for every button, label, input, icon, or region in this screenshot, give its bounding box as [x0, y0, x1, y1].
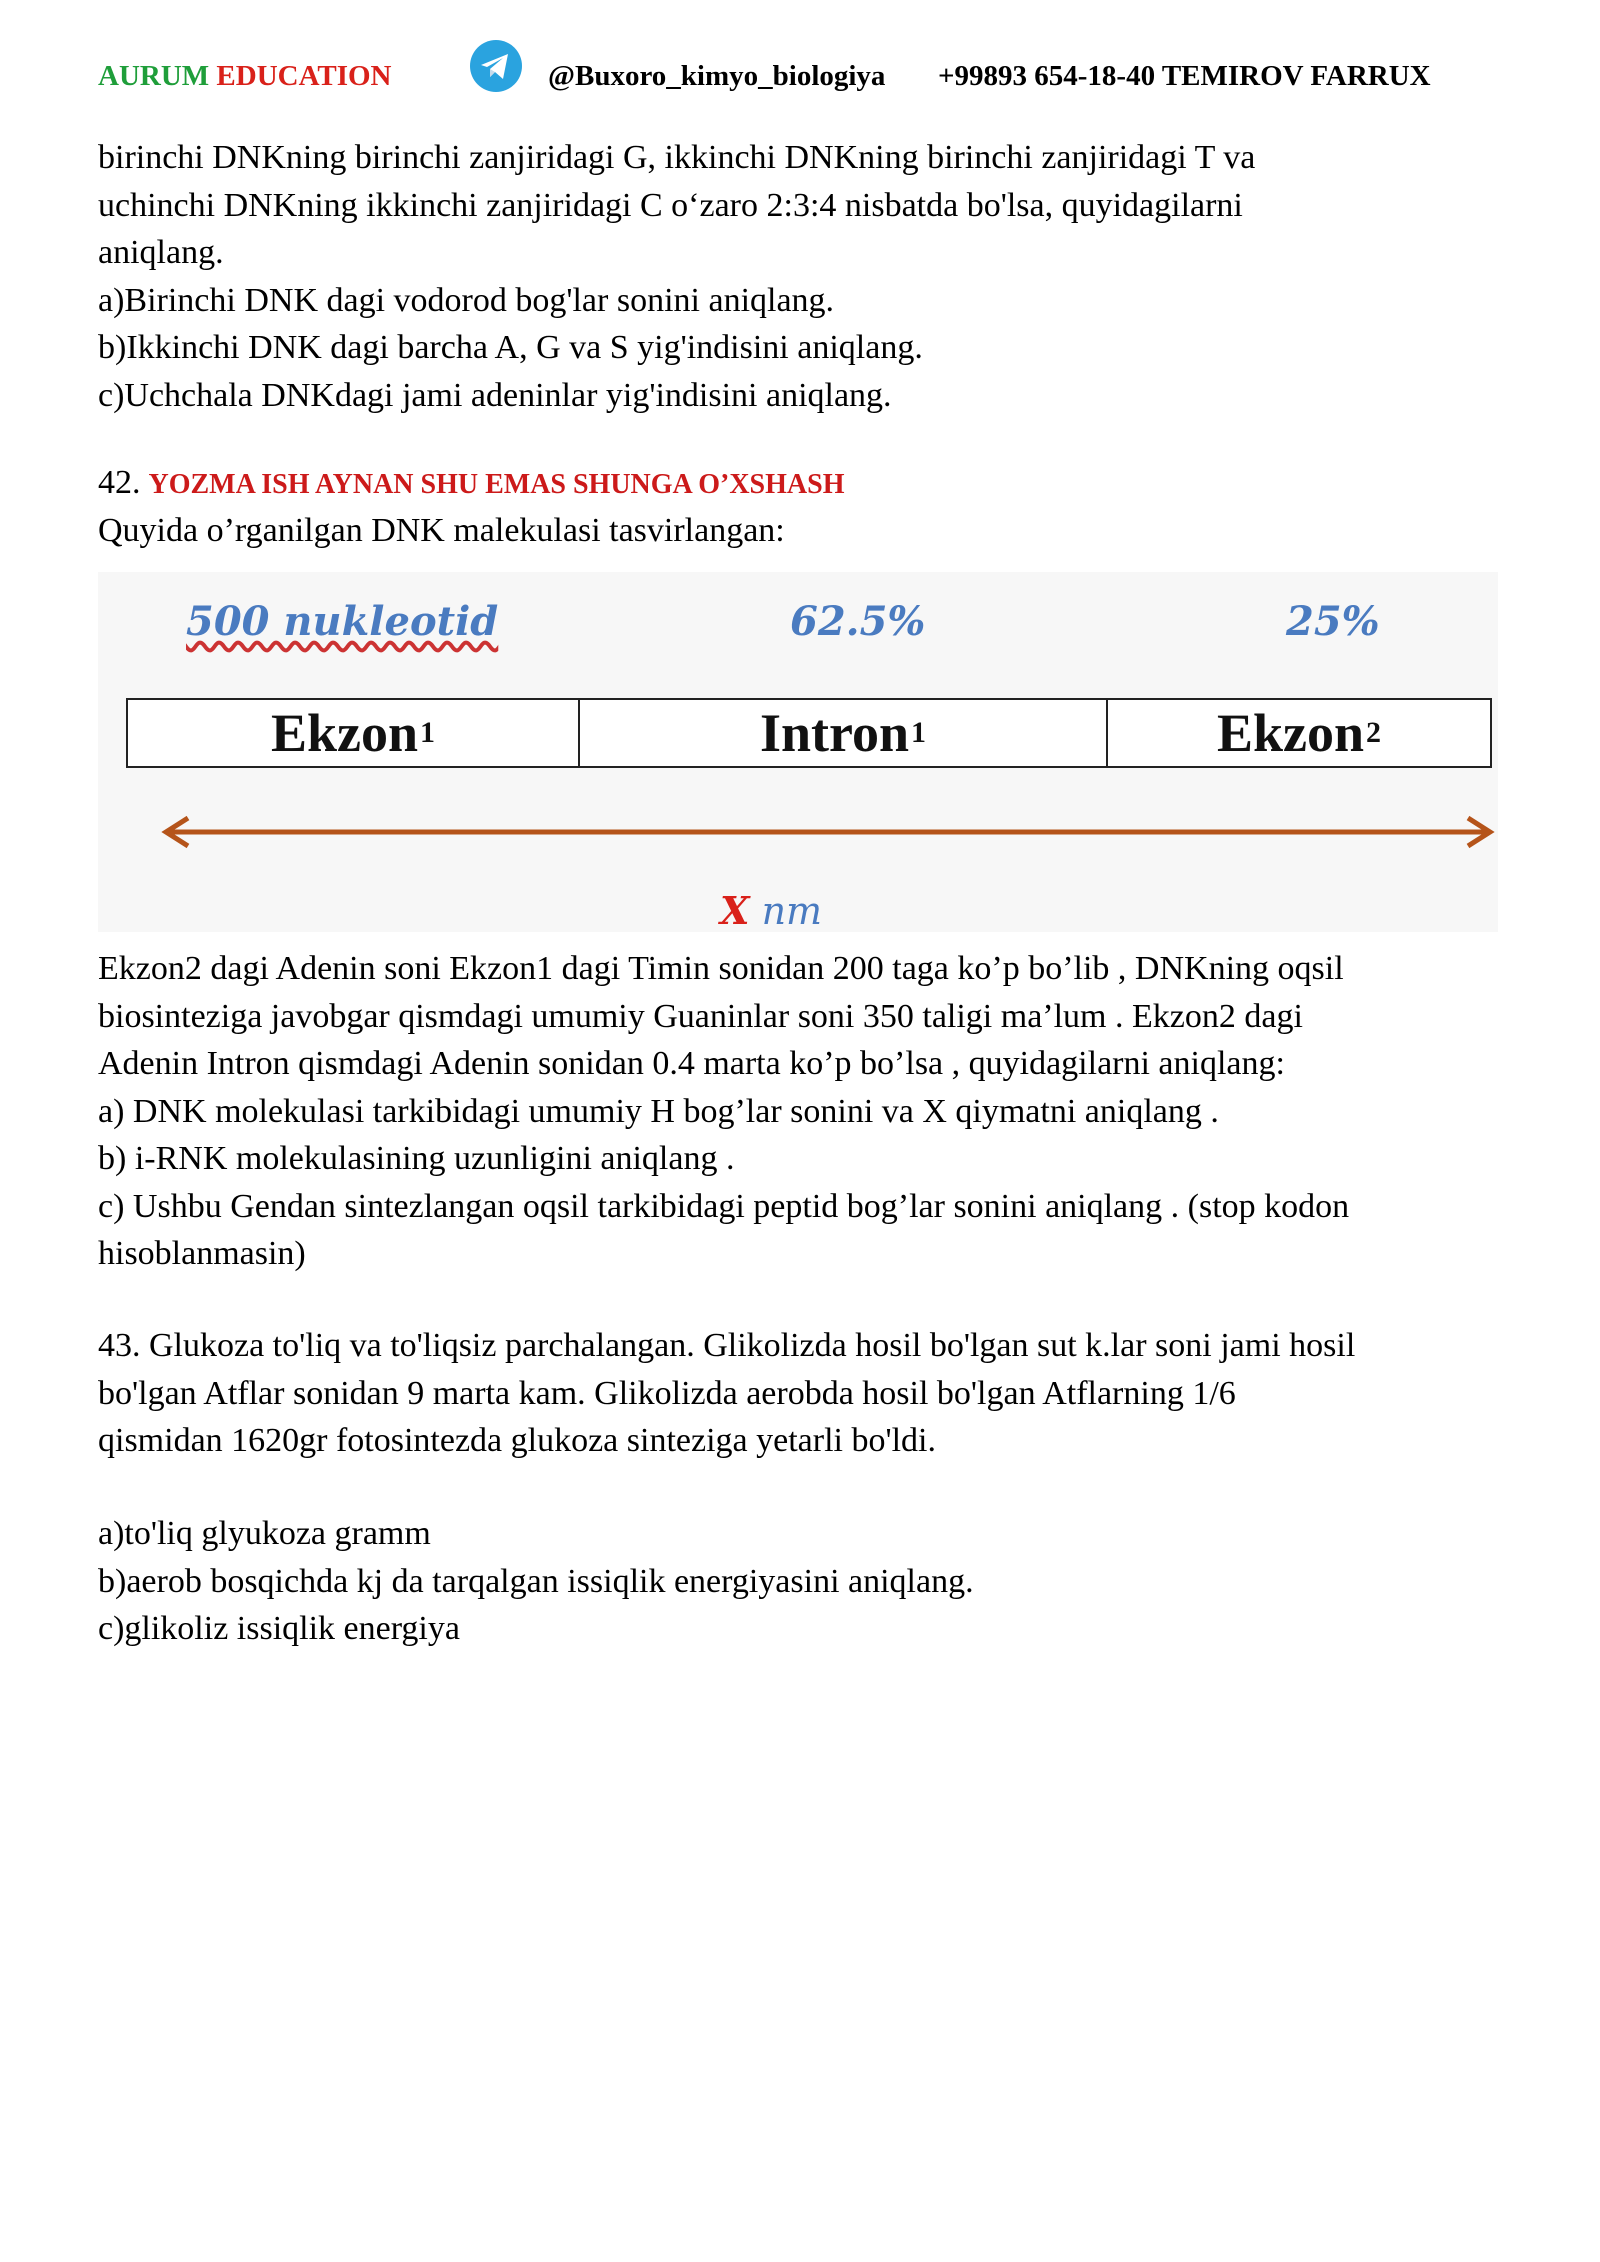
telegram-channel[interactable]: @Buxoro_kimyo_biologiya: [548, 60, 886, 92]
length-label: [720, 888, 822, 933]
text-line: biosinteziga javobgar qismdagi umumiy Guaninlar soni 350 taligi ma’lum . Ekzon2 dagi: [98, 997, 1303, 1035]
question-b: b)aerob bosqichda kj da tarqalgan issiqlik energiyasini aniqlang.: [98, 1562, 974, 1600]
text-line: Ekzon2 dagi Adenin soni Ekzon1 dagi Timin sonidan 200 taga ko’p bo’lib , DNKning oqsil: [98, 950, 1344, 987]
gene-segments: [126, 698, 1492, 768]
exam-note: YOZMA ISH AYNAN SHU EMAS SHUNGA O’XSHASH: [148, 469, 845, 500]
length-variable: X: [720, 888, 750, 933]
text-line: bo'lgan Atflar sonidan 9 marta kam. Glikolizda aerobda hosil bo'lgan Atflarning 1/6: [98, 1374, 1236, 1412]
question-42-intro: [98, 507, 1518, 555]
text-line: qismidan 1620gr fotosintezda glukoza sinteziga yetarli bo'ldi.: [98, 1422, 936, 1459]
text-line: aniqlang.: [98, 234, 224, 271]
segment-index: 1: [911, 716, 927, 749]
length-unit: nm: [761, 889, 823, 933]
intro-line: Quyida o’rganilgan DNK malekulasi tasvirlangan:: [98, 512, 785, 549]
question-c: c)glikoliz issiqlik energiya: [98, 1610, 460, 1647]
question-43-body: [98, 1322, 1518, 1465]
question-c: c) Ushbu Gendan sintezlangan oqsil tarkibidagi peptid bog’lar sonini aniqlang . (stop kodon: [98, 1187, 1350, 1225]
segment-index: 2: [1366, 716, 1382, 749]
segment-index: 1: [420, 716, 436, 749]
question-number: 42.: [98, 464, 141, 501]
question-b: b)Ikkinchi DNK dagi barcha A, G va S yig'indisini aniqlang.: [98, 329, 923, 366]
page-header: [98, 38, 1518, 92]
brand-logo: [98, 60, 392, 93]
text-line: Adenin Intron qismdagi Adenin sonidan 0.4 marta ko’p bo’lsa , quyidagilarni aniqlang:: [98, 1045, 1285, 1082]
question-42-body: [98, 945, 1518, 1278]
question-42-heading: [98, 464, 844, 502]
question-a: a) DNK molekulasi tarkibidagi umumiy H bog’lar sonini va X qiymatni aniqlang .: [98, 1092, 1219, 1130]
segment-exon1: [128, 700, 580, 766]
text-line: hisoblanmasin): [98, 1235, 306, 1272]
text-line: uchinchi DNKning ikkinchi zanjiridagi C o‘zaro 2:3:4 nisbatda bo'lsa, quyidagilarni: [98, 186, 1243, 224]
question-a: a)Birinchi DNK dagi vodorod bog'lar sonini aniqlang.: [98, 281, 835, 319]
segment-intron1: [580, 700, 1108, 766]
contact-phone: +99893 654-18-40 TEMIROV FARRUX: [938, 60, 1431, 92]
text-line: 43. Glukoza to'liq va to'liqsiz parchalangan. Glikolizda hosil bo'lgan sut k.lar soni jami hosil: [98, 1327, 1356, 1364]
intron-percent-label: 62.5%: [790, 598, 926, 645]
segment-exon2: [1108, 700, 1490, 766]
question-43-tasks: [98, 1510, 1518, 1653]
segment-label: Ekzon: [1216, 703, 1365, 763]
dna-diagram: [98, 572, 1498, 932]
length-arrow: [158, 812, 1498, 852]
exon1-nucleotide-label: 500 nukleotid: [186, 598, 499, 645]
question-c: c)Uchchala DNKdagi jami adeninlar yig'indisini aniqlang.: [98, 376, 892, 414]
brand-aurum: AURUM: [98, 60, 210, 92]
telegram-icon[interactable]: [468, 38, 524, 94]
section-1-text: [98, 134, 1518, 419]
exon2-percent-label: 25%: [1286, 598, 1380, 645]
brand-education: EDUCATION: [216, 60, 392, 92]
segment-label: Ekzon: [270, 703, 419, 763]
text-line: birinchi DNKning birinchi zanjiridagi G, ikkinchi DNKning birinchi zanjiridagi T va: [98, 139, 1256, 176]
question-a: a)to'liq glyukoza gramm: [98, 1515, 431, 1552]
question-b: b) i-RNK molekulasining uzunligini aniqlang .: [98, 1140, 735, 1177]
segment-label: Intron: [759, 703, 910, 763]
